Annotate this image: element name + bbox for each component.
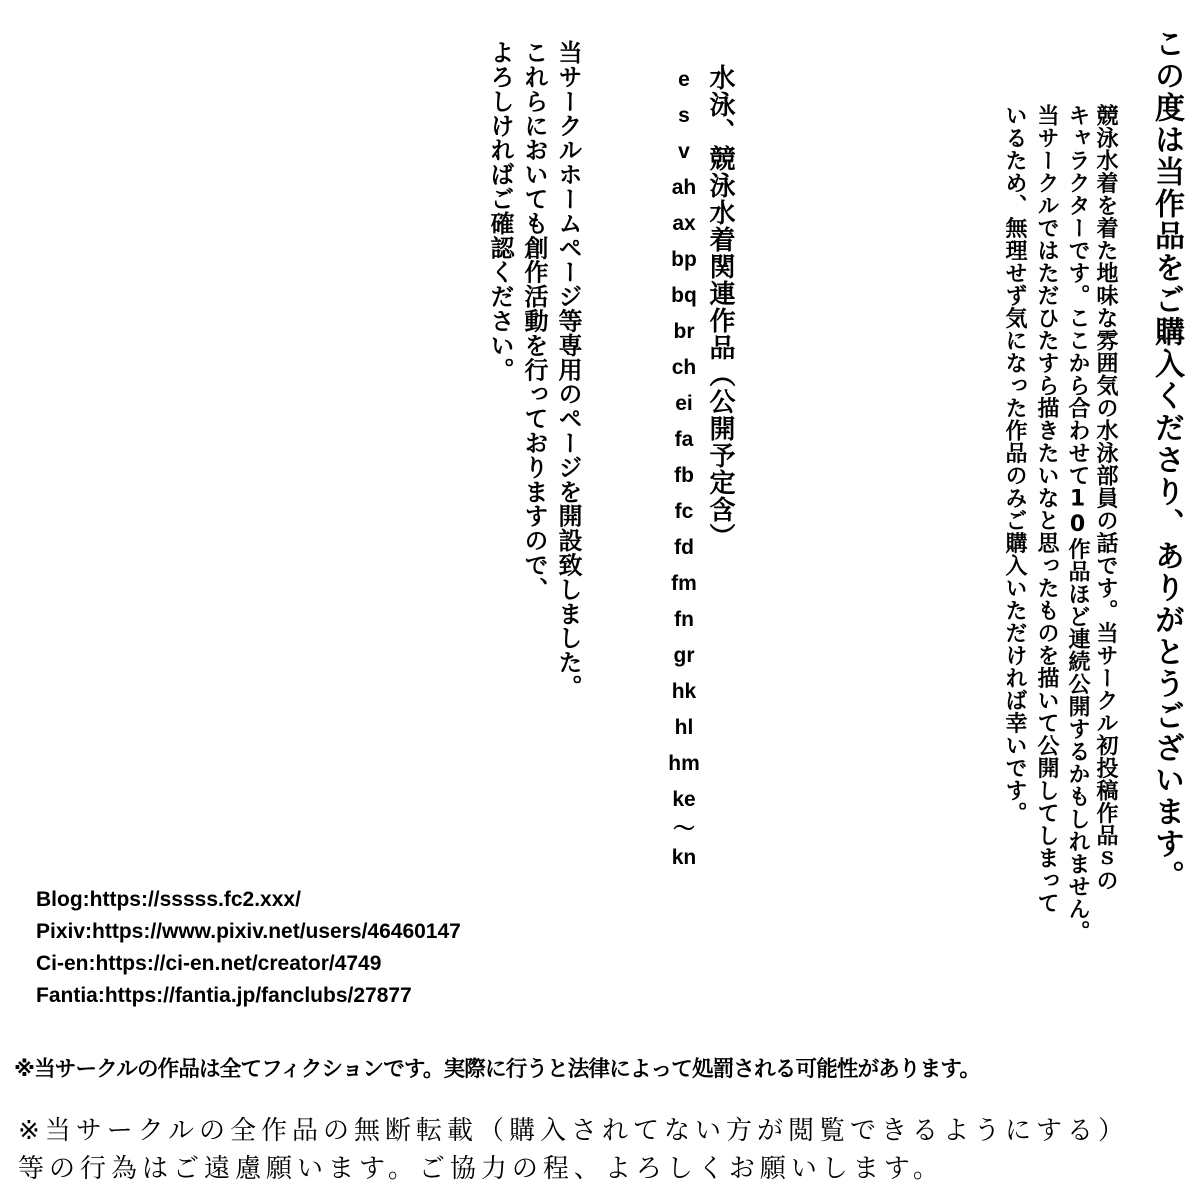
series-code-list — [664, 62, 704, 876]
homepage-note-line-1: 当サークルホームページ等専用のページを開設致しました。 — [554, 40, 582, 699]
series-code: e — [678, 68, 690, 91]
copyright-notice — [18, 1112, 1129, 1188]
pixiv-link[interactable]: Pixiv:https://www.pixiv.net/users/46460147 — [36, 920, 461, 943]
series-code: fd — [674, 536, 694, 559]
series-code: v — [678, 140, 690, 163]
ci-en-link[interactable]: Ci-en:https://ci-en.net/creator/4749 — [36, 952, 382, 975]
series-code: fc — [674, 500, 694, 523]
series-code: hl — [674, 716, 694, 739]
series-code: fn — [674, 608, 694, 631]
series-code-range-separator: ～ — [672, 816, 695, 841]
series-code: kn — [671, 846, 697, 869]
homepage-note-line-3: よろしければご確認ください。 — [486, 40, 514, 382]
series-code: fm — [671, 572, 697, 595]
series-code: ke — [672, 788, 696, 811]
link-list — [36, 884, 461, 1012]
description-line-2: キャラクターです。ここから合わせて10作品ほど連続公開するかもしれません。 — [1065, 104, 1090, 943]
copyright-notice-line-1: ※当サークルの全作品の無断転載（購入されてない方が閲覧できるようにする） — [18, 1116, 1130, 1146]
series-code: fa — [674, 428, 694, 451]
blog-link[interactable]: Blog:https://sssss.fc2.xxx/ — [36, 888, 301, 911]
series-code: gr — [673, 644, 695, 667]
fantia-link[interactable]: Fantia:https://fantia.jp/fanclubs/27877 — [36, 984, 412, 1007]
fiction-notice: ※当サークルの作品は全てフィクションです。実際に行うと法律によって処罰される可能性があります。 — [14, 1057, 981, 1082]
series-code: ei — [675, 392, 693, 415]
homepage-note-line-2: これらにおいても創作活動を行っておりますので、 — [520, 40, 548, 602]
series-title: 水泳、競泳水着関連作品（公開予定含） — [705, 64, 735, 550]
series-code: bp — [671, 248, 697, 271]
series-code: hm — [668, 752, 700, 775]
series-code: bq — [671, 284, 697, 307]
description-line-1: 競泳水着を着た地味な雰囲気の水泳部員の話です。当サークル初投稿作品ｓの — [1093, 104, 1118, 892]
series-code: s — [678, 104, 690, 127]
series-code: br — [673, 320, 695, 343]
description-line-4: いるため、無理せず気になった作品のみご購入いただければ幸いです。 — [1002, 104, 1027, 824]
description-line-3: 当サークルではただひたすら描きたいなと思ったものを描いて公開してしまって — [1034, 104, 1059, 914]
series-code: ah — [671, 176, 697, 199]
series-code: hk — [671, 680, 697, 703]
greeting-text: この度は当作品をご購入くださり、ありがとうございます。 — [1149, 28, 1184, 892]
series-code: ax — [672, 212, 696, 235]
series-code: fb — [674, 464, 694, 487]
copyright-notice-line-2: 等の行為はご遠慮願います。ご協力の程、よろしくお願いします。 — [18, 1154, 944, 1184]
series-code: ch — [671, 356, 697, 379]
